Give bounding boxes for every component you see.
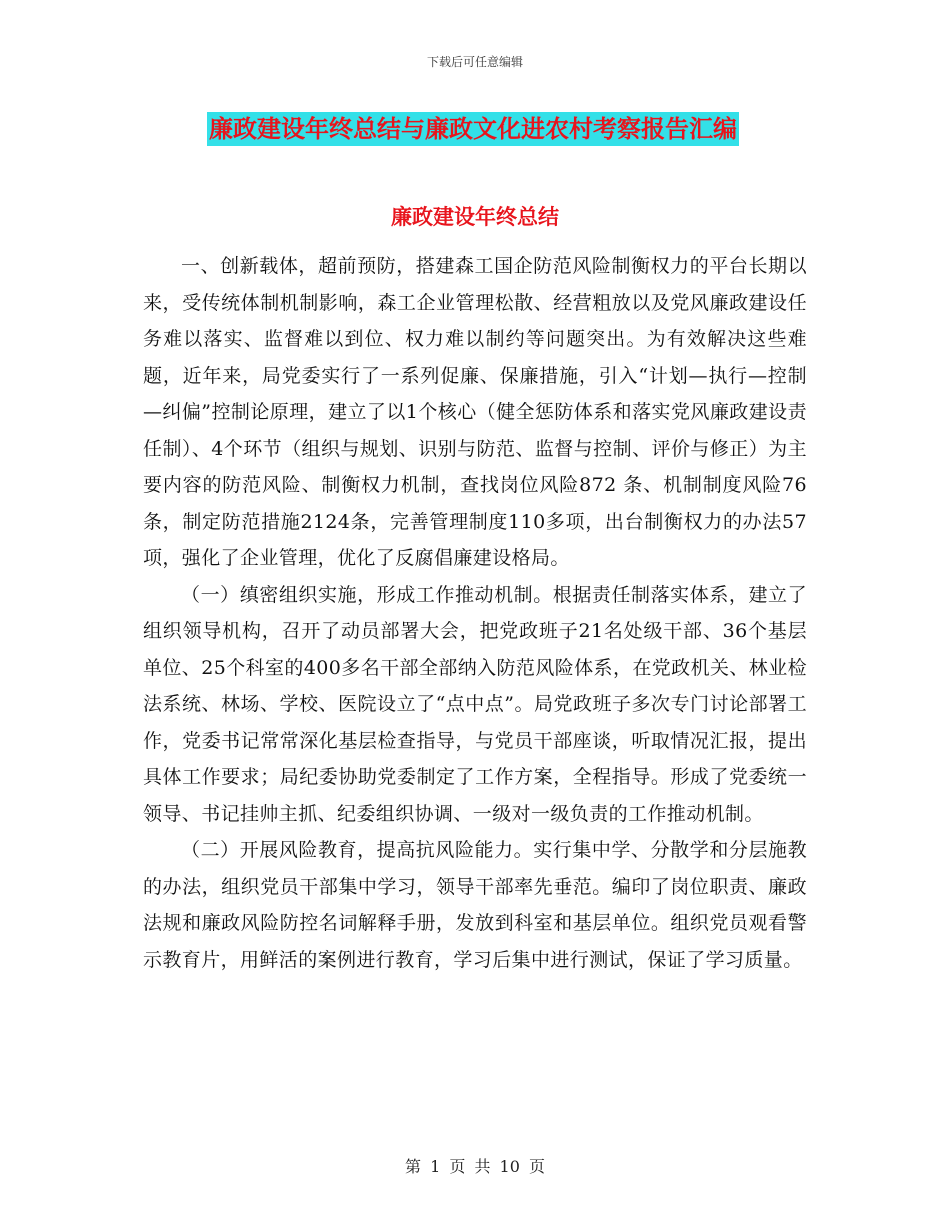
- document-title: 廉政建设年终总结与廉政文化进农村考察报告汇编: [207, 112, 739, 146]
- page-number-footer: 第 1 页 共 10 页: [405, 1157, 545, 1176]
- body-paragraph: （一）缜密组织实施，形成工作推动机制。根据责任制落实体系，建立了组织领导机构，召开了动员部署大会，把党政班子21名处级干部、36个基层单位、25个科室的400多名干部全部纳入防范风险体系，在党政机关、林业检法系统、林场、学校、医院设立了“点中点”。局党政班子多次专门讨论部署工作，党委书记常常深化基层检查指导，与党员干部座谈，听取情况汇报，提出具体工作要求；局纪委协助党委制定了工作方案，全程指导。形成了党委统一领导、书记挂帅主抓、纪委组织协调、一级对一级负责的工作推动机制。: [143, 583, 807, 825]
- header-note: 下载后可任意编辑: [426, 55, 523, 69]
- body-paragraph: 一、创新载体，超前预防，搭建森工国企防范风险制衡权力的平台长期以来，受传统体制机制影响，森工企业管理松散、经营粗放以及党风廉政建设任务难以落实、监督难以到位、权力难以制约等问题突出。为有效解决这些难题，近年来，局党委实行了一系列促廉、保廉措施，引入“计划—执行—控制—纠偏”控制论原理，建立了以1个核心（健全惩防体系和落实党风廉政建设责任制）、4个环节（组织与规划、识别与防范、监督与控制、评价与修正）为主要内容的防范风险、制衡权力机制，查找岗位风险872 条、机制制度风险76条，制定防范措施2124条，完善管理制度110多项，出台制衡权力的办法57项，强化了企业管理，优化了反腐倡廉建设格局。: [143, 255, 807, 569]
- section-title: 廉政建设年终总结: [391, 205, 559, 229]
- document-body: [143, 248, 807, 978]
- body-paragraph: （二）开展风险教育，提高抗风险能力。实行集中学、分散学和分层施教的办法，组织党员干部集中学习，领导干部率先垂范。编印了岗位职责、廉政法规和廉政风险防控名词解释手册，发放到科室和基层单位。组织党员观看警示教育片，用鲜活的案例进行教育，学习后集中进行测试，保证了学习质量。: [143, 839, 807, 971]
